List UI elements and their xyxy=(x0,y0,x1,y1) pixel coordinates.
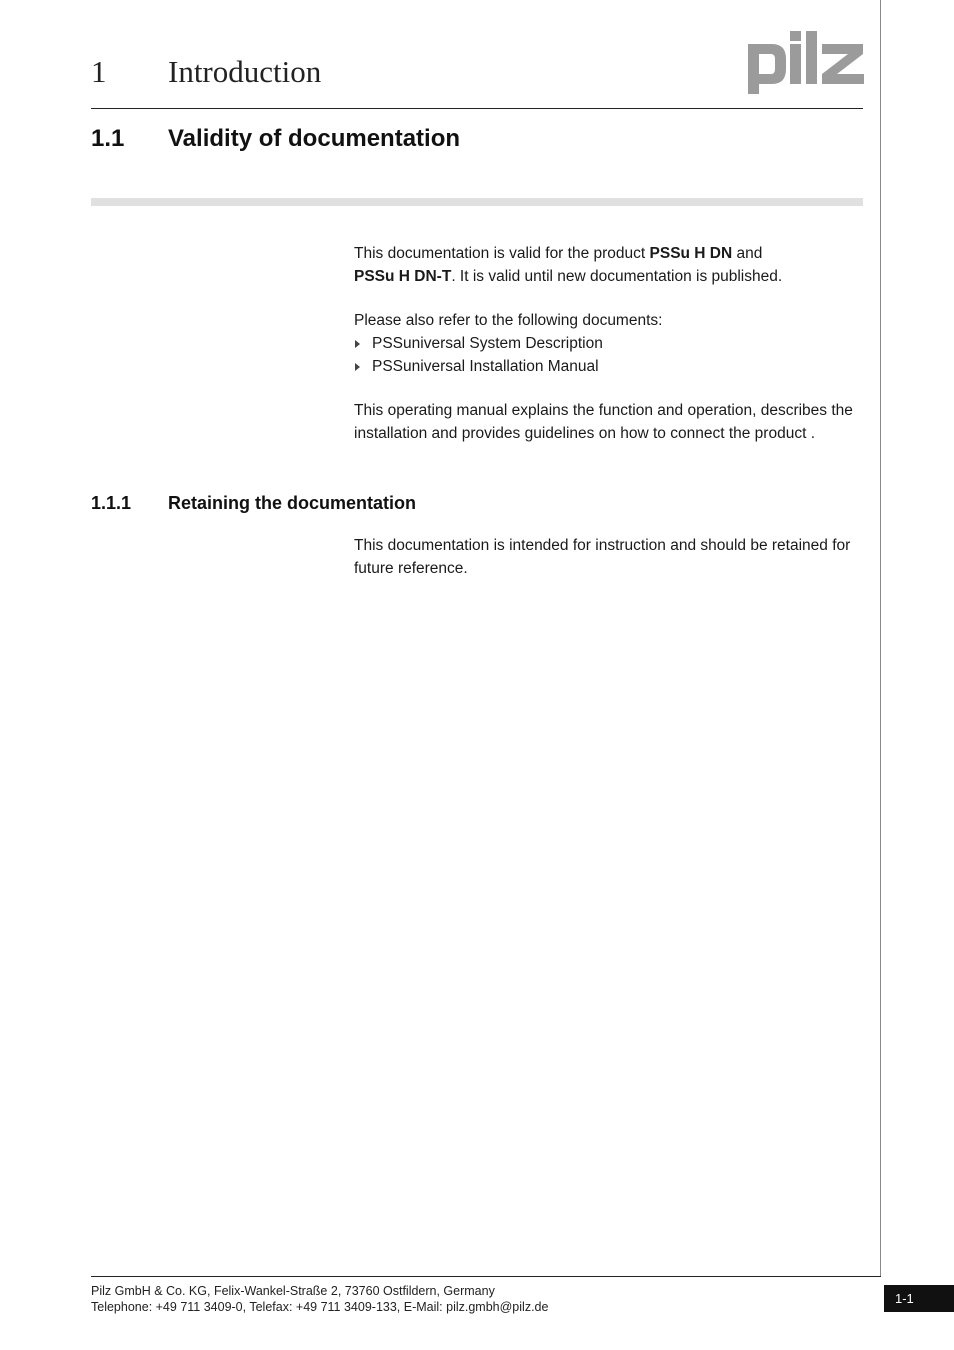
refer-paragraph: Please also refer to the following documents: xyxy=(354,312,663,329)
section-number: 1.1 xyxy=(91,125,125,152)
list-item-label: PSSuniversal System Description xyxy=(372,335,603,352)
triangle-bullet-icon xyxy=(355,363,360,371)
footer-rule xyxy=(91,1276,881,1277)
page-margin-line xyxy=(880,0,881,1277)
footer-line-1: Pilz GmbH & Co. KG, Felix-Wankel-Straße 2, 73760 Ostfildern, Germany xyxy=(91,1284,495,1298)
product-name-2: PSSu H DN-T xyxy=(354,267,452,285)
retaining-paragraph: This documentation is intended for instruction and should be retained for future reference. xyxy=(354,537,851,577)
list-item xyxy=(354,333,874,356)
chapter-title: Introduction xyxy=(168,54,322,89)
document-list xyxy=(354,333,874,378)
validity-text-1: This documentation is valid for the product xyxy=(354,245,650,262)
footer-line-2: Telephone: +49 711 3409-0, Telefax: +49 711 3409-133, E-Mail: pilz.gmbh@pilz.de xyxy=(91,1300,549,1314)
section-divider-bar xyxy=(91,198,863,206)
subsection-title: Retaining the documentation xyxy=(168,493,417,513)
validity-text-2: and xyxy=(732,245,763,262)
header-rule xyxy=(91,108,863,109)
validity-text-3: . It is valid until new documentation is published. xyxy=(451,267,783,285)
subsection-heading xyxy=(91,491,416,515)
footer-address xyxy=(91,1283,548,1315)
section-title: Validity of documentation xyxy=(168,125,461,152)
chapter-number: 1 xyxy=(91,54,107,89)
section-heading xyxy=(91,124,460,154)
subsection-number: 1.1.1 xyxy=(91,493,132,513)
list-item-label: PSSuniversal Installation Manual xyxy=(372,357,599,375)
validity-paragraph xyxy=(354,243,874,288)
chapter-heading xyxy=(91,52,321,92)
manual-purpose-paragraph: This operating manual explains the function and operation, describes the installation and provides guidelines on how to connect the product . xyxy=(354,402,853,442)
pilz-logo xyxy=(746,28,866,94)
list-item xyxy=(354,356,874,379)
triangle-bullet-icon xyxy=(355,340,360,348)
page-number: 1-1 xyxy=(884,1285,954,1312)
product-name-1: PSSu H DN xyxy=(649,245,733,262)
